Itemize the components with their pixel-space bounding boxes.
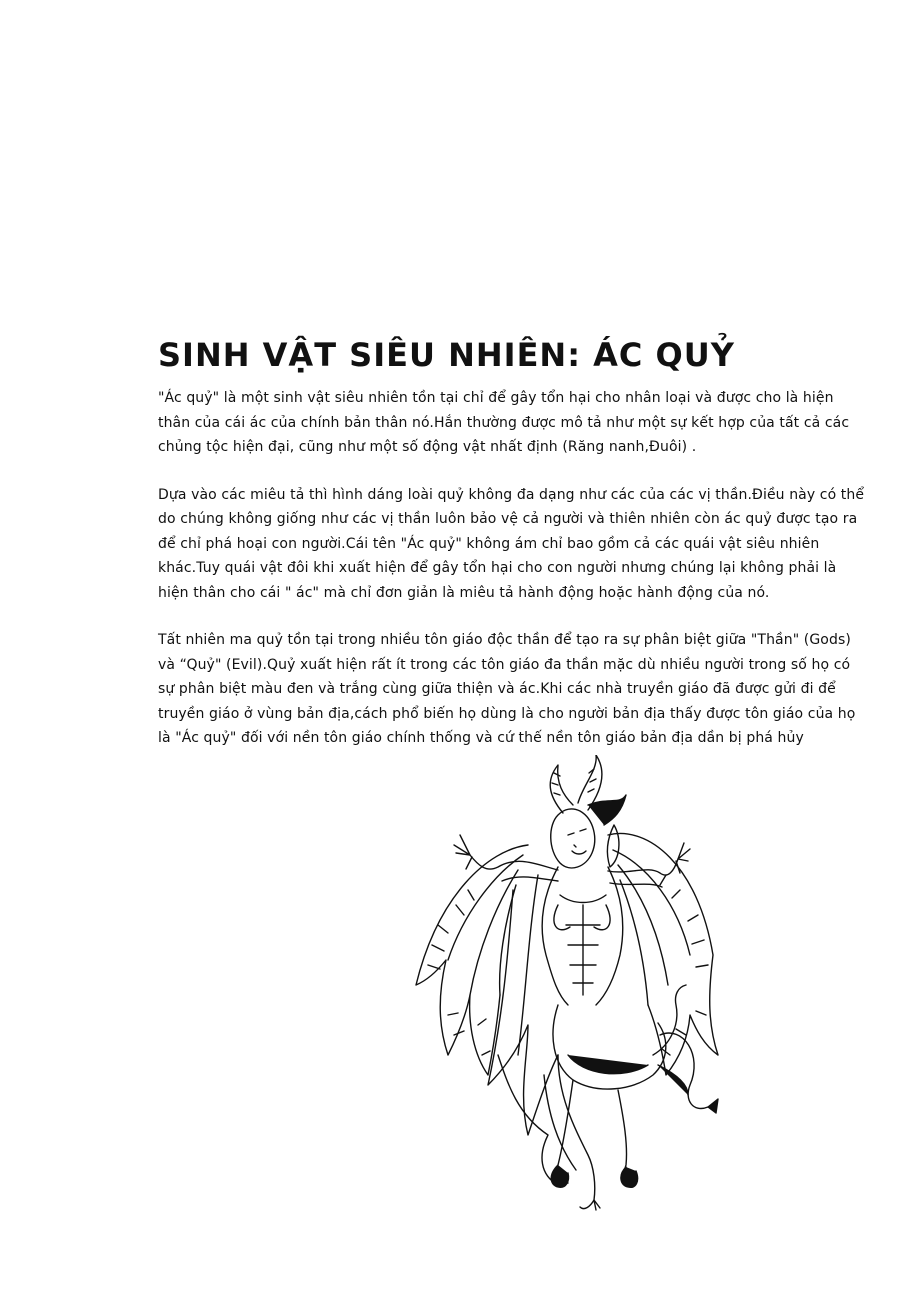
text-line: chủng tộc hiện đại, cũng như một số động vật nhất định (Răng nanh,Đuôi) . [158,439,697,455]
torso [542,867,622,1005]
text-line: thân của cái ác của chính bản thân nó.Hắn thường được mô tả như một sự kết hợp của tất cả các [158,414,850,431]
head [551,795,626,868]
text-line: khác.Tuy quái vật đôi khi xuất hiện để gây tổn hại cho con người nhưng chúng lại không phải là [158,560,837,576]
text-line: để chỉ phá hoại con người.Cái tên "Ác quỷ" không ám chỉ bao gồm cả các quái vật siêu nhiên [158,535,820,552]
paragraph-3 [158,628,878,751]
text-line: Tất nhiên ma quỷ tồn tại trong nhiều tôn giáo độc thần để tạo ra sự phân biệt giữa "Thần" (Gods) [158,632,851,648]
text-line: do chúng không giống như các vị thần luôn bảo vệ cả người và thiên nhiên còn ác quỷ được tạo ra [158,511,858,527]
paragraph-1 [158,386,878,460]
text-line: hiện thân cho cái " ác" mà chỉ đơn giản là miêu tả hành động hoặc hành động của nó. [158,584,770,601]
page-title: SINH VẬT SIÊU NHIÊN: ÁC QUỶ [158,336,735,374]
text-line: và “Quỷ" (Evil).Quỷ xuất hiện rất ít trong các tôn giáo đa thần mặc dù nhiều người trong số họ có [158,656,851,673]
body-text [158,386,878,774]
text-line: Dựa vào các miêu tả thì hình dáng loài quỷ không đa dạng như các của các vị thần.Điều này có thể [158,486,865,503]
drape [488,875,558,1185]
text-line: là "Ác quỷ" đối với nền tôn giáo chính thống và cứ thế nền tôn giáo bản địa dần bị phá hủy [158,730,804,746]
text-line: truyền giáo ở vùng bản địa,cách phổ biến họ dùng là cho người bản địa thấy được tôn giáo của họ [158,705,856,722]
bull-body [551,985,688,1187]
text-line: "Ác quỷ" là một sinh vật siêu nhiên tồn tại chỉ để gây tổn hại cho nhân loại và được cho là hiện [158,390,834,406]
demon-illustration [408,755,728,1225]
text-line: sự phân biệt màu đen và trắng cùng giữa thiện và ác.Khi các nhà truyền giáo đã được gửi đi để [158,681,836,697]
right-wing [608,834,718,1076]
paragraph-2 [158,483,878,606]
left-wing [416,845,528,1075]
legs [544,1055,600,1210]
